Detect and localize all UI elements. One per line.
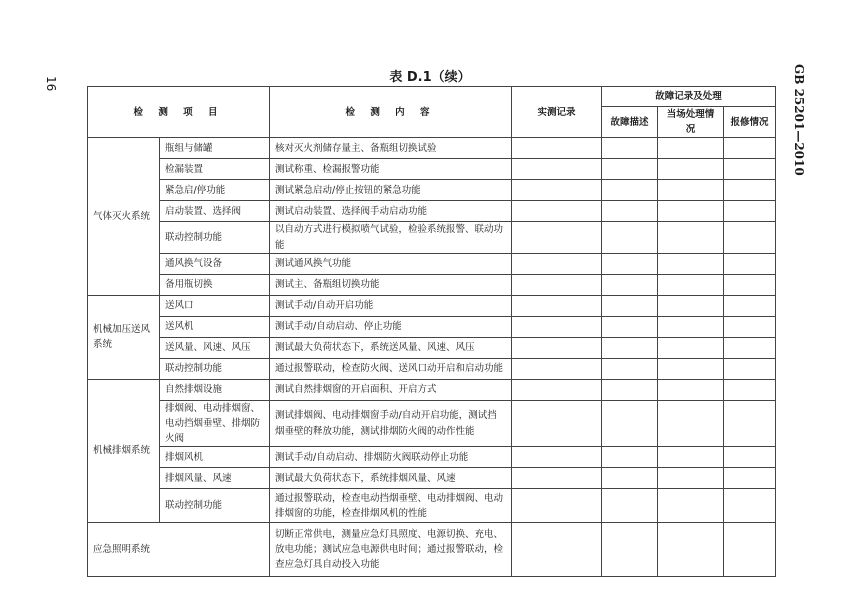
onsite-cell [658,400,724,447]
category-cell: 机械加压送风系统 [88,295,160,379]
content-cell: 测试手动/自动启动、停止功能 [270,316,512,337]
onsite-cell [658,274,724,295]
onsite-cell [658,295,724,316]
fault-desc-cell [602,337,658,358]
item-cell: 联动控制功能 [160,489,270,523]
table-row [88,337,776,358]
item-cell: 备用瓶切换 [160,274,270,295]
content-cell: 测试手动/自动启动、排烟防火阀联动停止功能 [270,447,512,468]
repair-cell [724,201,776,222]
content-cell: 测试排烟阀、电动排烟窗手动/自动开启功能，测试挡烟垂壁的释放功能，测试排烟防火阀的动作性能 [270,400,512,447]
onsite-cell [658,180,724,201]
item-cell: 送风机 [160,316,270,337]
table-row [88,358,776,379]
table-row [88,180,776,201]
repair-cell [724,447,776,468]
record-cell [512,489,602,523]
fault-desc-cell [602,222,658,253]
content-cell: 测试通风换气功能 [270,253,512,274]
content-cell: 测试手动/自动开启功能 [270,295,512,316]
fault-desc-cell [602,253,658,274]
item-cell: 检漏装置 [160,159,270,180]
fault-desc-cell [602,379,658,400]
table-row [88,274,776,295]
onsite-cell [658,379,724,400]
repair-cell [724,295,776,316]
repair-cell [724,358,776,379]
table-row [88,201,776,222]
table-title: 表 D.1（续） [389,70,471,85]
content-cell: 以自动方式进行模拟喷气试验，检验系统报警、联动功能 [270,222,512,253]
onsite-cell [658,201,724,222]
record-cell [512,201,602,222]
record-cell [512,379,602,400]
table-row [88,523,776,577]
header-item: 检 测 项 目 [88,87,270,138]
content-cell: 通过报警联动，检查防火阀、送风口动开启和启动功能 [270,358,512,379]
repair-cell [724,138,776,159]
content-cell: 测试最大负荷状态下，系统送风量、风速、风压 [270,337,512,358]
repair-cell [724,274,776,295]
fault-desc-cell [602,180,658,201]
standard-code: GB 25201—2010 [792,64,806,176]
item-cell: 启动装置、选择阀 [160,201,270,222]
item-cell: 联动控制功能 [160,358,270,379]
header-content: 检 测 内 容 [270,87,512,138]
item-cell: 排烟风机 [160,447,270,468]
record-cell [512,358,602,379]
item-cell: 送风量、风速、风压 [160,337,270,358]
fault-desc-cell [602,447,658,468]
fault-desc-cell [602,295,658,316]
content-cell: 测试启动装置、选择阀手动启动功能 [270,201,512,222]
table-row [88,379,776,400]
fault-desc-cell [602,358,658,379]
repair-cell [724,180,776,201]
onsite-cell [658,316,724,337]
item-cell: 送风口 [160,295,270,316]
table-row [88,468,776,489]
item-cell: 瓶组与储罐 [160,138,270,159]
header-fault-desc: 故障描述 [602,107,658,138]
fault-desc-cell [602,489,658,523]
onsite-cell [658,489,724,523]
table-row [88,295,776,316]
header-onsite: 当场处理情况 [658,107,724,138]
content-cell: 切断正常供电，测量应急灯具照度、电源切换、充电、放电功能；测试应急电源供电时间；通过报警联动，检查应急灯具自动投入功能 [270,523,512,577]
repair-cell [724,379,776,400]
onsite-cell [658,358,724,379]
content-cell: 测试称重、检漏报警功能 [270,159,512,180]
fault-desc-cell [602,159,658,180]
record-cell [512,180,602,201]
fault-desc-cell [602,201,658,222]
fault-desc-cell [602,274,658,295]
item-cell: 排烟风量、风速 [160,468,270,489]
table-row [88,253,776,274]
table-row [88,489,776,523]
item-cell: 自然排烟设施 [160,379,270,400]
onsite-cell [658,253,724,274]
repair-cell [724,523,776,577]
record-cell [512,138,602,159]
fault-desc-cell [602,468,658,489]
header-repair: 报修情况 [724,107,776,138]
item-cell: 紧急启/停功能 [160,180,270,201]
record-cell [512,222,602,253]
onsite-cell [658,138,724,159]
table-row [88,159,776,180]
fault-desc-cell [602,316,658,337]
content-cell: 通过报警联动，检查电动挡烟垂壁、电动排烟阀、电动排烟窗的功能，检查排烟风机的性能 [270,489,512,523]
header-record: 实测记录 [512,87,602,138]
record-cell [512,159,602,180]
repair-cell [724,337,776,358]
item-cell: 通风换气设备 [160,253,270,274]
content-cell: 核对灭火剂储存量主、备瓶组切换试验 [270,138,512,159]
record-cell [512,523,602,577]
repair-cell [724,159,776,180]
record-cell [512,337,602,358]
category-cell: 气体灭火系统 [88,138,160,295]
repair-cell [724,468,776,489]
repair-cell [724,400,776,447]
content-cell: 测试自然排烟窗的开启面积、开启方式 [270,379,512,400]
category-cell: 机械排烟系统 [88,379,160,523]
onsite-cell [658,159,724,180]
content-cell: 测试紧急启动/停止按钮的紧急功能 [270,180,512,201]
record-cell [512,274,602,295]
content-cell: 测试最大负荷状态下，系统排烟风量、风速 [270,468,512,489]
fault-desc-cell [602,400,658,447]
repair-cell [724,253,776,274]
fault-desc-cell [602,523,658,577]
content-cell: 测试主、备瓶组切换功能 [270,274,512,295]
onsite-cell [658,468,724,489]
page-number: 16 [44,76,58,92]
header-fault-group: 故障记录及处理 [602,87,776,107]
record-cell [512,447,602,468]
repair-cell [724,316,776,337]
repair-cell [724,489,776,523]
table-row [88,222,776,253]
record-cell [512,400,602,447]
onsite-cell [658,222,724,253]
record-cell [512,295,602,316]
repair-cell [724,222,776,253]
record-cell [512,468,602,489]
onsite-cell [658,447,724,468]
table-row [88,447,776,468]
category-cell: 应急照明系统 [88,523,270,577]
record-cell [512,316,602,337]
onsite-cell [658,337,724,358]
fault-desc-cell [602,138,658,159]
inspection-table [87,86,776,577]
table-row [88,400,776,447]
table-row [88,138,776,159]
record-cell [512,253,602,274]
item-cell: 排烟阀、电动排烟窗、电动挡烟垂壁、排烟防火阀 [160,400,270,447]
onsite-cell [658,523,724,577]
table-row [88,316,776,337]
item-cell: 联动控制功能 [160,222,270,253]
